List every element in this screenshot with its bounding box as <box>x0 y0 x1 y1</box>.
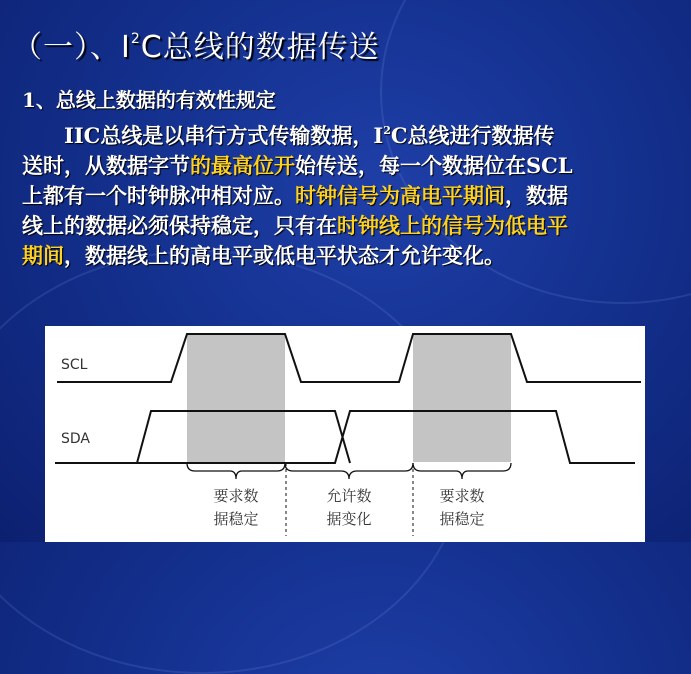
stable-region-1 <box>187 334 285 462</box>
text-run: 送时，从数据字节 <box>22 153 190 178</box>
text-run: IIC总线是以串行方式传输数据，I <box>22 123 384 148</box>
slide-title <box>12 22 380 66</box>
paragraph-line <box>22 116 688 151</box>
timing-diagram-svg <box>45 326 645 542</box>
paragraph-line <box>22 181 688 211</box>
text-run: 线上的数据必须保持稳定，只有在 <box>22 213 337 238</box>
title-superscript: 2 <box>130 31 141 47</box>
sda-waveform-low <box>55 411 635 463</box>
sda-label: SDA <box>61 431 90 447</box>
highlight-text: 时钟线上的信号为低电平 <box>337 213 568 238</box>
timing-diagram <box>45 326 645 542</box>
text-run: 上都有一个时钟脉冲相对应。 <box>22 183 295 208</box>
brace-1 <box>187 463 285 479</box>
region-1-line2: 据稳定 <box>213 510 259 528</box>
paragraph-line <box>22 151 688 181</box>
section-heading: 1、总线上数据的有效性规定 <box>22 88 276 112</box>
stable-region-2 <box>413 334 511 462</box>
highlight-text: 时钟信号为高电平期间 <box>295 183 505 208</box>
scl-label: SCL <box>61 357 88 373</box>
scl-waveform <box>57 334 641 382</box>
title-suffix: C总线的数据传送 <box>140 30 380 65</box>
text-run: 始传送，每一个数据位在SCL <box>295 153 573 178</box>
body-paragraph <box>22 116 688 271</box>
title-prefix: （一）、I <box>12 30 131 65</box>
text-run: ，数据线上的高电平或低电平状态才允许变化。 <box>64 243 505 268</box>
paragraph-line <box>22 211 688 241</box>
text-run: C总线进行数据传 <box>390 123 555 148</box>
superscript: 2 <box>383 124 391 137</box>
brace-2 <box>285 463 413 479</box>
highlight-text: 期间 <box>22 243 64 268</box>
highlight-text: 的最高位开 <box>190 153 295 178</box>
region-2-line2: 据变化 <box>326 510 372 528</box>
region-3-line1: 要求数 <box>439 487 485 505</box>
paragraph-line <box>22 241 688 271</box>
brace-3 <box>413 463 511 479</box>
region-2-line1: 允许数 <box>326 487 372 505</box>
region-3-line2: 据稳定 <box>439 510 485 528</box>
text-run: ，数据 <box>505 183 568 208</box>
region-1-line1: 要求数 <box>213 487 259 505</box>
